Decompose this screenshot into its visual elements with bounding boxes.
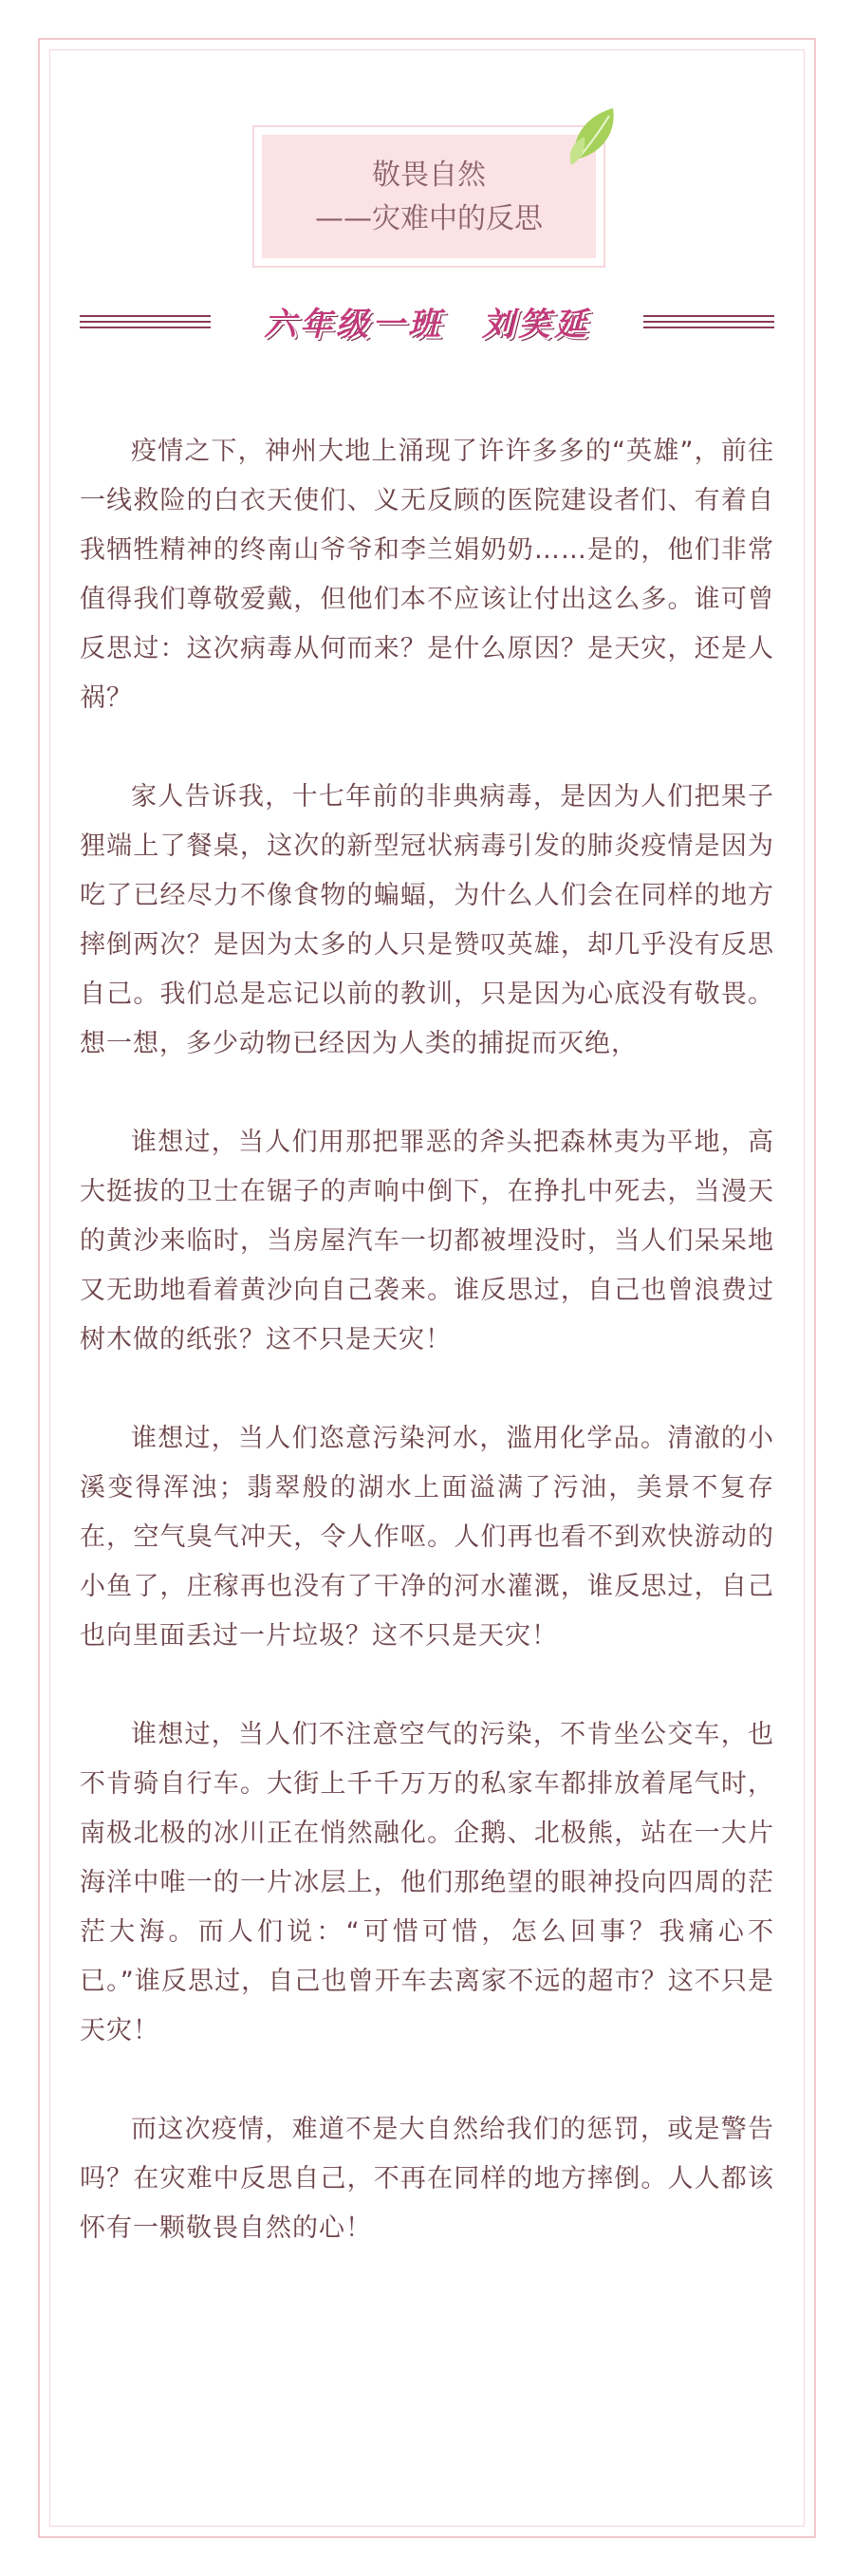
author-class: 六年级一班 <box>264 306 444 344</box>
article-body <box>80 427 774 2303</box>
paragraph-1: 疫情之下，神州大地上涌现了许许多多的“英雄”，前往一线救险的白衣天使们、义无反顾的医院建设者们、有着自我牺牲精神的终南山爷爷和李兰娟奶奶……是的，他们非常值得我们尊敬爱戴，但他们本不应该让付出这么多。谁可曾反思过：这次病毒从何而来？是什么原因？是天灾，还是人祸？ <box>80 437 774 713</box>
author-name: 刘笑延 <box>482 306 590 344</box>
title-box <box>262 135 596 258</box>
page-subtitle: ——灾难中的反思 <box>315 202 543 235</box>
right-decoration-lines <box>643 315 774 332</box>
left-decoration-lines <box>80 315 211 332</box>
paragraph-5: 谁想过，当人们不注意空气的污染，不肯坐公交车，也不肯骑自行车。大街上千千万万的私家车都排放着尾气时，南极北极的冰川正在悄然融化。企鹅、北极熊，站在一大片海洋中唯一的一片冰层上，他们那绝望的眼神投向四周的茫茫大海。而人们说：“可惜可惜，怎么回事？我痛心不已。”谁反思过，自己也曾开车去离家不远的超市？这不只是天灾！ <box>80 1720 774 2045</box>
paragraph-3: 谁想过，当人们用那把罪恶的斧头把森林夷为平地，高大挺拔的卫士在锯子的声响中倒下，在挣扎中死去，当漫天的黄沙来临时，当房屋汽车一切都被埋没时，当人们呆呆地又无助地看着黄沙向自己袭来。谁反思过，自己也曾浪费过树木做的纸张？这不只是天灾！ <box>80 1128 774 1354</box>
leaf-icon <box>566 103 622 169</box>
author-row <box>80 296 774 353</box>
paragraph-2: 家人告诉我，十七年前的非典病毒，是因为人们把果子狸端上了餐桌，这次的新型冠状病毒引发的肺炎疫情是因为吃了已经尽力不像食物的蝙蝠，为什么人们会在同样的地方摔倒两次？是因为太多的人只是赞叹英雄，却几乎没有反思自己。我们总是忘记以前的教训，只是因为心底没有敬畏。想一想，多少动物已经因为人类的捕捉而灭绝， <box>80 782 774 1058</box>
page-title: 敬畏自然 <box>372 159 486 192</box>
paragraph-4: 谁想过，当人们恣意污染河水，滥用化学品。清澈的小溪变得浑浊；翡翠般的湖水上面溢满了污油，美景不复存在，空气臭气冲天，令人作呕。人们再也看不到欢快游动的小鱼了，庄稼再也没有了干净的河水灌溉，谁反思过，自己也向里面丢过一片垃圾？这不只是天灾！ <box>80 1424 774 1651</box>
author-line <box>211 296 643 353</box>
paragraph-6: 而这次疫情，难道不是大自然给我们的惩罚，或是警告吗？在灾难中反思自己，不再在同样的地方摔倒。人人都该怀有一颗敬畏自然的心！ <box>80 2115 774 2243</box>
